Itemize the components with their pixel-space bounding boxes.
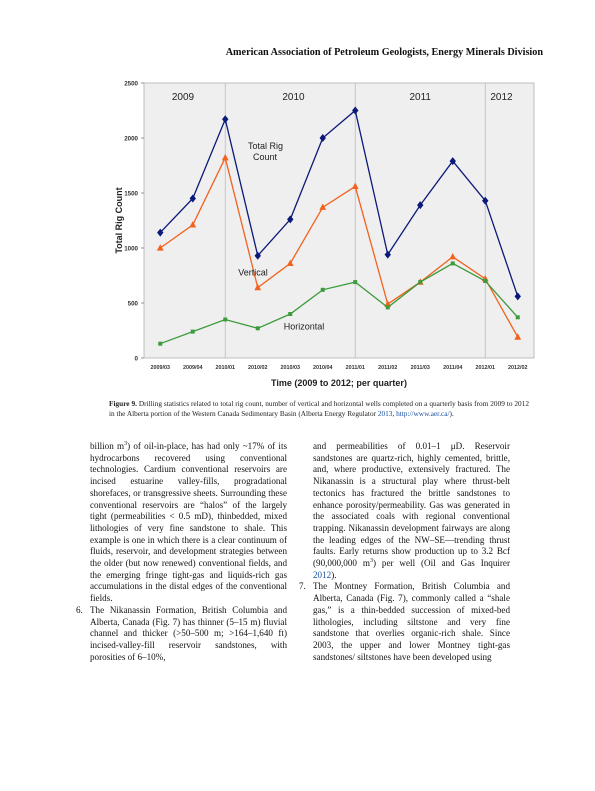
horizontal-point — [321, 288, 325, 292]
x-tick-label: 2012/02 — [508, 365, 528, 371]
label-vertical: Vertical — [238, 267, 268, 278]
x-tick-label: 2010/02 — [248, 365, 268, 371]
horizontal-point — [353, 280, 357, 284]
caption-link-url[interactable]: http://www.aer.ca/ — [396, 408, 450, 418]
horizontal-point — [158, 342, 162, 346]
label-horizontal: Horizontal — [283, 321, 325, 332]
list-item-7 — [299, 581, 510, 663]
horizontal-point — [191, 330, 195, 334]
chart-svg — [108, 77, 538, 392]
horizontal-point — [483, 279, 487, 283]
year-label: 2012 — [490, 92, 513, 103]
horizontal-point — [288, 312, 292, 316]
right-paragraph-1 — [313, 441, 510, 581]
y-axis-label: Total Rig Count — [114, 187, 124, 254]
right-column — [299, 441, 510, 663]
right-para-end: ) per well (Oil and Gas Inquirer — [372, 558, 510, 569]
x-tick-label: 2010/04 — [313, 365, 333, 371]
caption-text-3: ). — [449, 408, 454, 418]
horizontal-point — [256, 326, 260, 330]
year-label: 2011 — [409, 92, 432, 103]
left-paragraph-1 — [90, 441, 287, 605]
x-tick-label: 2011/01 — [345, 365, 365, 371]
list-item-7-text: The Montney Formation, British Columbia and Alberta, Canada (Fig. 7), commonly called a “shale gas,” is a thin-bedded succession of mixed-bed lithologies, including siltstone and very fine sandstone that overlies organic-rich shale. Since 2003, the upper and lower Montney tight-gas sandstones/ siltstones have been developed using — [313, 581, 510, 662]
y-tick-label: 0 — [134, 355, 138, 363]
right-para-link[interactable]: 2012 — [313, 569, 332, 580]
caption-text-2: , — [392, 408, 397, 418]
figure-caption — [109, 399, 529, 418]
caption-link-year[interactable]: 2013 — [377, 408, 393, 418]
horizontal-point — [386, 305, 390, 309]
x-tick-label: 2010/03 — [280, 365, 300, 371]
horizontal-point — [451, 261, 455, 265]
caption-label: Figure 9. — [109, 399, 137, 408]
left-column — [76, 440, 288, 663]
left-para-text-a: billion m — [90, 441, 125, 451]
x-tick-label: 2012/01 — [475, 365, 495, 371]
x-tick-label: 2011/03 — [410, 365, 430, 371]
right-para-sup: 3 — [369, 558, 373, 564]
right-para-close: ). — [331, 569, 337, 580]
figure-9-chart — [108, 77, 538, 392]
x-axis-label: Time (2009 to 2012; per quarter) — [271, 378, 407, 388]
left-para-sup: 3 — [124, 440, 128, 447]
horizontal-point — [418, 280, 422, 284]
list-item-6-text: The Nikanassin Formation, British Columbia and Alberta, Canada (Fig. 7) has thinner (5–15 m) fluvial channel and thicker (>50–500 m; >164–1,640 ft) incised-valley-fill reservoir sandstones, with porosities of 6–10%, — [90, 604, 287, 662]
left-para-text-b: ) of oil-in-place, has had only ~17% of its hydrocarbons recovered using conventional technologies. Cardium conventional reservoirs are incised estuarine valley-fills, progradational shorefaces, or transgressive sheets. Surrounding these conventional reservoirs are “halos” of the largely tight (permeabilities < 0.5 mD), thinbedded, mixed lithologies of very fine sandstone to shale. This example is one in which there is a clear continuum of fluids, reservoir, and development strategies between the older (but now renewed) conventional fields, and the emerging fringe tight-gas and liquids-rich gas accumulations in the distal edges of the conventional fields. — [90, 441, 288, 604]
horizontal-point — [223, 318, 227, 322]
horizontal-point — [516, 315, 520, 319]
label-total-rig: Total Rig — [248, 141, 284, 151]
year-label: 2009 — [171, 92, 195, 103]
list-number-6: 6. — [76, 604, 83, 615]
y-tick-label: 2000 — [124, 135, 138, 143]
x-tick-label: 2009/04 — [183, 365, 203, 371]
x-tick-label: 2011/04 — [443, 365, 463, 371]
label-total-count: Count — [253, 152, 278, 162]
x-tick-label: 2011/02 — [378, 365, 398, 371]
list-item-6 — [76, 604, 287, 664]
list-number-7: 7. — [299, 581, 306, 592]
y-tick-label: 1000 — [124, 245, 138, 253]
y-tick-label: 1500 — [124, 190, 138, 198]
y-tick-label: 500 — [127, 300, 138, 308]
year-label: 2010 — [282, 92, 305, 103]
y-tick-label: 2500 — [124, 80, 138, 88]
running-head: American Association of Petroleum Geologists, Energy Minerals Division — [225, 47, 543, 58]
caption-text-1: Drilling statistics related to total rig count, number of vertical and horizontal wells completed on a quarterly basis from 2009 to 2012 in the Alberta portion of the Western Canada Sedimentary Basin (Alberta Energy Regulator — [109, 399, 529, 418]
x-tick-label: 2009/03 — [150, 365, 170, 371]
x-tick-label: 2010/01 — [215, 365, 235, 371]
right-para-text: and permeabilities of 0.01–1 μD. Reservoir sandstones are quartz-rich, highly cemented, brittle, and, where productive, extensively fractured. The Nikanassin is a structural play where thrust-belt tectonics has fractured the brittle sandstones to enhance porosity/permeability. Gas was generated in the associated coals with regional conventional trapping. Nikanassin development fairways are along the leading edges of the NW–SE—trending thrust faults. Early returns show production up to 3.2 Bcf (90,000,000 m — [313, 441, 510, 569]
